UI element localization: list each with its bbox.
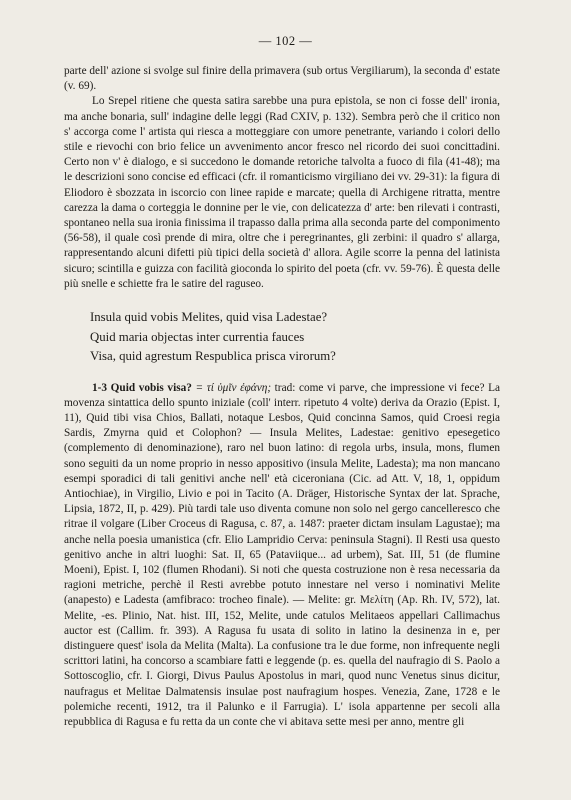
commentary-lemma: 1-3 Quid vobis visa? bbox=[92, 381, 192, 394]
verse-quotation bbox=[90, 308, 500, 367]
verse-line-3: Visa, quid agrestum Respublica prisca virorum? bbox=[90, 349, 336, 364]
page-number: — 102 — bbox=[258, 34, 313, 48]
commentary-body: trad: come vi parve, che impressione vi fece? La movenza sintattica dello spunto iniziale (coll' interr. ripetuto 4 volte) deriva da Orazio (Epist. I, 11), Quid tibi visa Chios, Ballati, notaque Lesbos, Quid concinna Samos, quid Croesi regia Sardis, Zmyrna quid et Colophon? — Insula Melites, Ladestae: genitivo epesegetico (complemento di denominazione), raro nel buon latino: di regola urbs, insula, mons, flumen sono seguiti da un nome proprio in nesso appositivo (insula Melite, Ladesta); ma non mancano esempi sporadici di tali genitivi anche nell' età ciceroniana (Cic. ad Att. V, 18, 1, oppidum Antiochiae), in Virgilio, Livio e poi in Tacito (A. Dräger, Historische Syntax der lat. Sprache, Lipsia, 1872, II, p. 429). Più tardi tale uso diventa comune non solo nel gergo cancelleresco che ritrae il volgare (Liber Croceus di Ragusa, c. 87, a. 1487: praeter dictam insulam Lagustae); ma anche nella poesia umanistica (cfr. Elio Lampridio Cerva: peninsula Stagni). Il Resti usa questo genitivo anche in altri luoghi: Sat. II, 65 (Pataviique... ad urbem), Sat. III, 51 (de flumine Moeni), Epist. I, 102 (flumen Rhodani). Si noti che questa costruzione non è resa necessaria da ragioni metriche, perchè il Resti avrebbe potuto innestare nel verso i nominativi Melite (anapesto) e Ladesta (amfibraco: trocheo finale). — Melite: gr. Μελίτη (Ap. Rh. IV, 572), lat. Melite, -es. Plinio, Nat. hist. III, 152, Melite, unde catulos Melitaeos appellari Callimachus auctor est (Callim. fr. 393). A Ragusa fu usata di solito in latino la desinenza in e, per distinguere quest' isola da Melita (Malta). La confusione tra le due forme, non infrequente negli scrittori latini, ha concorso a scambiare fatti e leggende (p. es. quella del naufragio di S. Paolo a Sottoscoglio, cfr. I. Giorgi, Divus Paulus Apostolus in mari, quod nunc Venetus sinus dicitur, naufragus et Melitae Dalmatensis insulae post naufragium hospes. Venezia, Zane, 1728 e le polemiche recenti, 1912, tra il Palunko e il Farrugia). L' isola appartenne per secoli alla repubblica di Ragusa e fu retta da un conte che vi abitava sette mesi per anno, mentre gli bbox=[64, 381, 500, 729]
page-content bbox=[64, 64, 500, 730]
paragraph-2: Lo Srepel ritiene che questa satira sarebbe una pura epistola, se non ci fosse dell' ironia, ma anche bonaria, sull' indagine delle leggi (Rad CXIV, p. 132). Sembra però che il critico non s' accorga come l' artista qui riesca a motteggiare con umore penetrante, variando i colori dello stile e rievochi con brio felice un avvenimento ancor fresco nel ricordo dei suoi concittadini. Certo non v' è dialogo, e si succedono le domande retoriche talvolta a fuoco di fila (41-48); ma le descrizioni sono concise ed efficaci (cfr. il romanticismo virgiliano dei vv. 29-31): la figura di Eliodoro è sbozzata in iscorcio con linee rapide e marcate; quella di Archigene ritratta, mentre carezza la dama o corteggia le donnine per le vie, con delicatezza d' arte: ben rilevati i contrasti, spontaneo nella sua ironia finissima il trapasso dalla prima alla seconda parte del componimento (56-58), il quale così prende di mira, oltre che i peregrinantes, gli zerbini: il quadro s' allarga, rappresentando alcuni difetti più tipici della società d' allora. Agile scorre la penna del latinista sicuro; scintilla e guizza con facilità gioconda lo spirito del poeta (cfr. vv. 59-76). È questa delle più snelle e schiette fra le satire del raguseo. bbox=[64, 95, 500, 290]
verse-line-2: Quid maria objectas inter currentia fauces bbox=[90, 329, 305, 344]
verse-line-1: Insula quid vobis Melites, quid visa Ladestae? bbox=[90, 310, 328, 325]
paragraph-1: parte dell' azione si svolge sul finire della primavera (sub ortus Vergiliarum), la seconda d' estate (v. 69). bbox=[64, 65, 500, 93]
commentary-greek: = τί ὑμῖν ἐφάνη; bbox=[195, 381, 272, 394]
commentary-paragraph bbox=[64, 381, 500, 731]
commentary bbox=[64, 381, 500, 731]
